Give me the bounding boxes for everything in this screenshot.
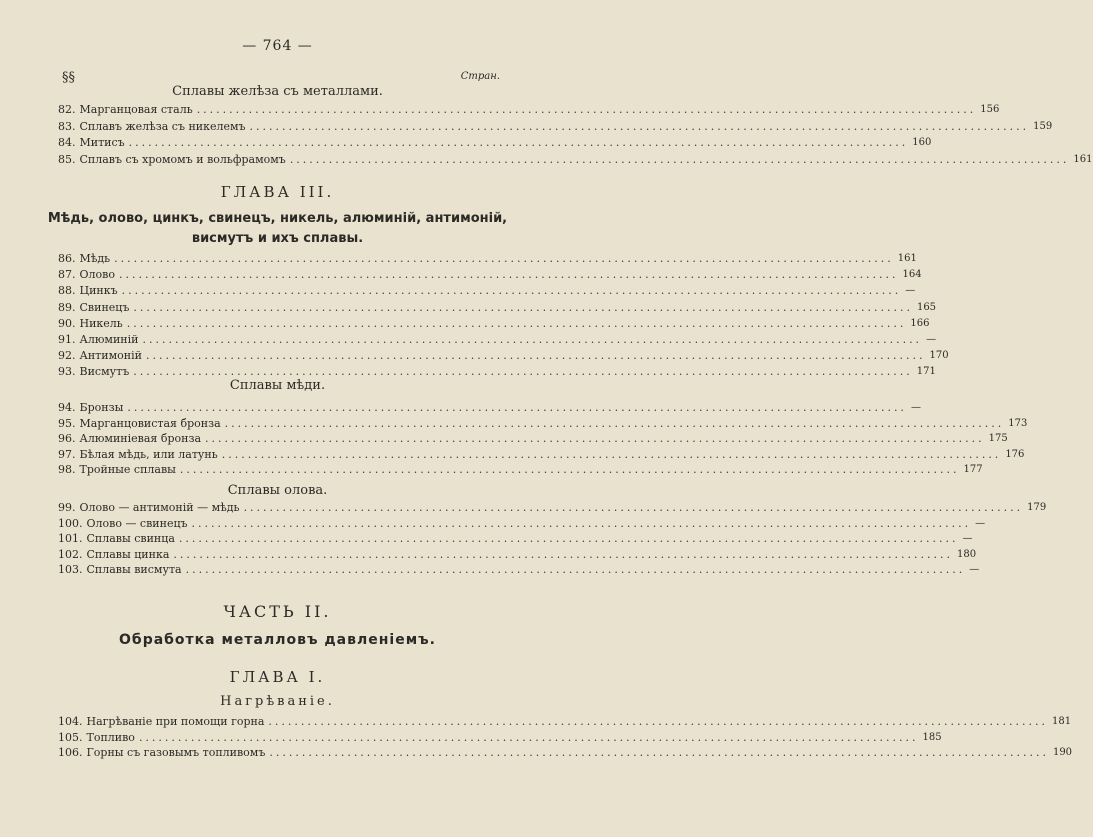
dot-leader: ........................................................................................................................ [196,103,977,116]
entry-number: 105. [58,730,83,744]
dot-leader: ........................................................................................................................ [142,333,923,346]
entry-number: 98. [58,463,76,476]
toc-entry [58,119,1053,135]
entry-page: — [962,533,973,544]
page-number: — 764 — [242,38,313,54]
section-title: Сплавы мѣди. [229,378,326,393]
entry-title: Алюминій [79,333,139,346]
entry-number: 90. [58,316,76,330]
entry-page: 159 [1033,120,1053,132]
entry-page: 190 [1052,747,1073,758]
entry-page: 180 [957,548,977,560]
entry-page: 176 [1005,448,1025,460]
entry-page: 164 [902,269,922,281]
entry-page: 181 [1052,716,1072,727]
entry-number: 103. [58,563,83,576]
toc-entry [58,531,973,547]
dot-leader: ........................................................................................................................ [173,547,954,561]
dot-leader: ........................................................................................................................ [269,746,1049,759]
entry-title: Нагрѣваніе при помощи горна [86,715,265,728]
entry-number: 88. [58,284,76,298]
entry-title: Топливо [86,730,135,744]
entry-number: 92. [58,349,76,363]
entry-number: 84. [58,136,76,149]
entry-title: Сплавы цинка [86,547,170,561]
toc-entry [58,431,1008,447]
toc-entry [58,332,937,348]
dot-leader: ........................................................................................................................ [249,119,1030,133]
dot-leader: ........................................................................................................................ [178,532,959,545]
entry-title: Митисъ [79,136,125,149]
page-column-label: Стран. [460,71,500,82]
entry-title: Марганцовая сталь [79,103,193,116]
toc-entry [58,316,930,332]
toc-entry [58,730,942,746]
entry-title: Горны съ газовымъ топливомъ [86,746,266,759]
entry-page: — [926,334,937,345]
toc-entry [58,283,916,299]
entry-number: 102. [58,547,83,561]
dot-leader: ........................................................................................................................ [221,447,1002,461]
toc-entry [58,462,983,478]
toc-entry [58,135,932,151]
toc-entry [58,348,949,364]
toc-entry [58,745,1073,761]
entry-title: Бронзы [79,401,124,414]
entry-page: 166 [910,317,930,329]
entry-title: Свинецъ [79,300,130,314]
toc-entry [58,102,1000,118]
chapter-title: Нагрѣваніе. [220,694,335,709]
dot-leader: ........................................................................................................................ [133,365,913,379]
entry-title: Марганцовистая бронза [79,416,221,430]
dot-leader: ........................................................................................................................ [243,501,1024,514]
entry-number: 97. [58,447,76,461]
entry-page: — [975,517,986,529]
entry-number: 82. [58,103,76,116]
entry-page: 161 [897,253,917,264]
toc-entry [58,267,922,283]
dot-leader: ........................................................................................................................ [133,300,913,314]
entry-number: 106. [58,746,83,759]
section-title: Сплавы олова. [227,483,328,498]
entry-page: 165 [916,301,937,313]
dot-leader: ........................................................................................................................ [145,349,926,363]
toc-entry [58,547,977,563]
entry-page: 156 [980,104,1000,115]
entry-number: 96. [58,432,76,445]
section-title: Сплавы желѣза съ металлами. [172,84,383,99]
chapter-title-line2: висмутъ и ихъ сплавы. [191,231,364,246]
toc-entry [58,400,921,416]
entry-page: 173 [1008,417,1028,429]
section-mark: §§ [62,70,75,85]
toc-entry [58,516,986,532]
toc-entry [58,416,1028,432]
toc-entry [58,447,1025,463]
entry-title: Олово — свинецъ [86,516,188,530]
chapter-title-line1: Мѣдь, олово, цинкъ, свинецъ, никель, алюминій, антимоній, [47,211,508,226]
entry-title: Цинкъ [79,284,118,298]
entry-title: Олово — антимоній — мѣдь [79,501,240,514]
entry-title: Антимоній [79,349,142,363]
entry-title: Никель [79,316,123,330]
dot-leader: ........................................................................................................................ [118,268,899,282]
entry-number: 101. [58,532,83,545]
entry-title: Сплавы свинца [86,532,175,545]
chapter-label: ГЛАВА I. [229,668,326,686]
entry-number: 86. [58,252,76,265]
entry-title: Сплавъ съ хромомъ и вольфрамомъ [79,152,286,166]
toc-entry [58,714,1072,730]
dot-leader: ........................................................................................................................ [224,416,1005,430]
toc-entry [58,562,980,578]
toc-entry [58,152,1093,168]
entry-title: Олово [79,268,115,282]
dot-leader: ........................................................................................................................ [289,152,1070,166]
dot-leader: ........................................................................................................................ [121,284,902,298]
dot-leader: ........................................................................................................................ [114,252,894,265]
toc-entry [58,251,917,267]
entry-number: 104. [58,715,83,728]
entry-page: — [969,564,980,575]
dot-leader: ........................................................................................................................ [268,715,1048,728]
part-title: Обработка металловъ давленіемъ. [119,632,436,648]
dot-leader: ........................................................................................................................ [191,516,972,530]
entry-page: 175 [988,433,1008,444]
entry-page: 161 [1073,153,1093,165]
entry-page: 185 [922,731,942,743]
entry-number: 91. [58,333,76,346]
entry-title: Мѣдь [79,252,111,265]
toc-entry [58,300,937,316]
entry-number: 99. [58,501,76,514]
entry-page: 171 [916,366,936,378]
dot-leader: ........................................................................................................................ [138,730,919,744]
dot-leader: ........................................................................................................................ [128,136,909,149]
entry-page: 179 [1027,502,1047,513]
dot-leader: ........................................................................................................................ [205,432,985,445]
entry-number: 87. [58,268,76,282]
entry-title: Сплавы висмута [86,563,182,576]
toc-entry [58,500,1047,516]
dot-leader: ........................................................................................................................ [185,563,966,576]
entry-page: — [905,285,916,297]
entry-number: 89. [58,300,76,314]
entry-number: 95. [58,416,76,430]
entry-number: 83. [58,119,76,133]
dot-leader: ........................................................................................................................ [126,316,907,330]
entry-number: 93. [58,365,76,379]
dot-leader: ........................................................................................................................ [127,401,907,414]
dot-leader: ........................................................................................................................ [179,463,960,476]
entry-title: Висмутъ [79,365,130,379]
entry-number: 94. [58,401,76,414]
entry-page: — [910,402,921,413]
entry-title: Сплавъ желѣза съ никелемъ [79,119,246,133]
entry-title: Бѣлая мѣдь, или латунь [79,447,218,461]
entry-page: 177 [963,464,983,475]
entry-page: 160 [912,137,932,148]
part-label: ЧАСТЬ II. [223,602,332,621]
entry-number: 100. [58,516,83,530]
entry-title: Алюминіевая бронза [79,432,202,445]
entry-number: 85. [58,152,76,166]
entry-page: 170 [929,350,949,362]
entry-title: Тройные сплавы [79,463,176,476]
chapter-label: ГЛАВА III. [220,183,335,201]
